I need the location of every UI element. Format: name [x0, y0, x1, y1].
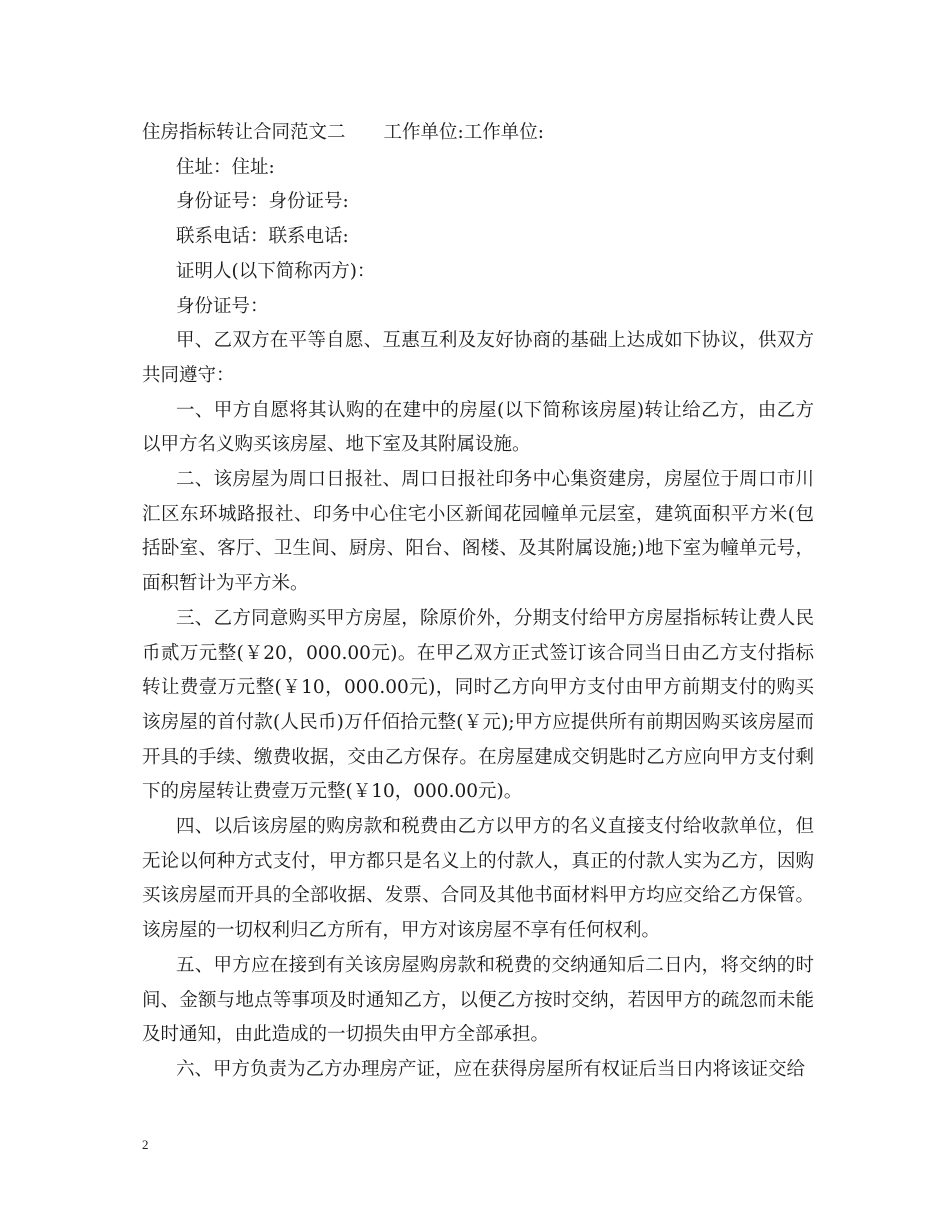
field-phone: 联系电话：联系电话:	[176, 226, 349, 248]
paragraph-clause-4: 四、以后该房屋的购房款和税费由乙方以甲方的名义直接支付给收款单位，但无论以何种方式支付，甲方都只是名义上的付款人，真正的付款人实为乙方，因购买该房屋而开具的全部收据、发票、合同及其他书面材料甲方均应交给乙方保管。该房屋的一切权利归乙方所有，甲方对该房屋不享有任何权利。	[142, 816, 814, 942]
document-body	[142, 116, 814, 1088]
paragraph-clause-5: 五、甲方应在接到有关该房屋购房款和税费的交纳通知后二日内，将交纳的时间、金额与地点等事项及时通知乙方，以便乙方按时交纳，若因甲方的疏忽而未能及时通知，由此造成的一切损失由甲方全部承担。	[142, 954, 814, 1046]
field-id-number: 身份证号：身份证号:	[176, 191, 349, 213]
document-title-line	[142, 116, 814, 151]
page-number: 2	[142, 1137, 149, 1152]
paragraph-clause-3: 三、乙方同意购买甲方房屋，除原价外，分期支付给甲方房屋指标转让费人民币贰万元整(￥20，000.00元)。在甲乙双方正式签订该合同当日由乙方支付指标转让费壹万元整(￥10，000.00元)，同时乙方向甲方支付由甲方前期支付的购买该房屋的首付款(人民币)万仟佰拾元整(￥元);甲方应提供所有前期因购买该房屋而开具的手续、缴费收据，交由乙方保存。在房屋建成交钥匙时乙方应向甲方支付剩下的房屋转让费壹万元整(￥10，000.00元)。	[142, 607, 814, 803]
paragraph-intro: 甲、乙双方在平等自愿、互惠互利及友好协商的基础上达成如下协议，供双方共同遵守：	[142, 330, 814, 386]
field-witness: 证明人(以下简称丙方)：	[176, 260, 376, 282]
document-title: 住房指标转让合同范文二	[142, 122, 346, 143]
title-suffix: 工作单位:工作单位:	[383, 122, 544, 143]
paragraph-clause-2: 二、该房屋为周口日报社、周口日报社印务中心集资建房，房屋位于周口市川汇区东环城路报社、印务中心住宅小区新闻花园幢单元层室，建筑面积平方米(包括卧室、客厅、卫生间、厨房、阳台、阁楼、及其附属设施;)地下室为幢单元号，面积暂计为平方米。	[142, 469, 814, 595]
field-address: 住址：住址:	[176, 156, 275, 178]
paragraph-clause-6: 六、甲方负责为乙方办理房产证，应在获得房屋所有权证后当日内将该证交给	[176, 1058, 806, 1080]
field-witness-id: 身份证号：	[176, 295, 269, 317]
paragraph-clause-1: 一、甲方自愿将其认购的在建中的房屋(以下简称该房屋)转让给乙方，由乙方以甲方名义购买该房屋、地下室及其附属设施。	[142, 399, 814, 456]
